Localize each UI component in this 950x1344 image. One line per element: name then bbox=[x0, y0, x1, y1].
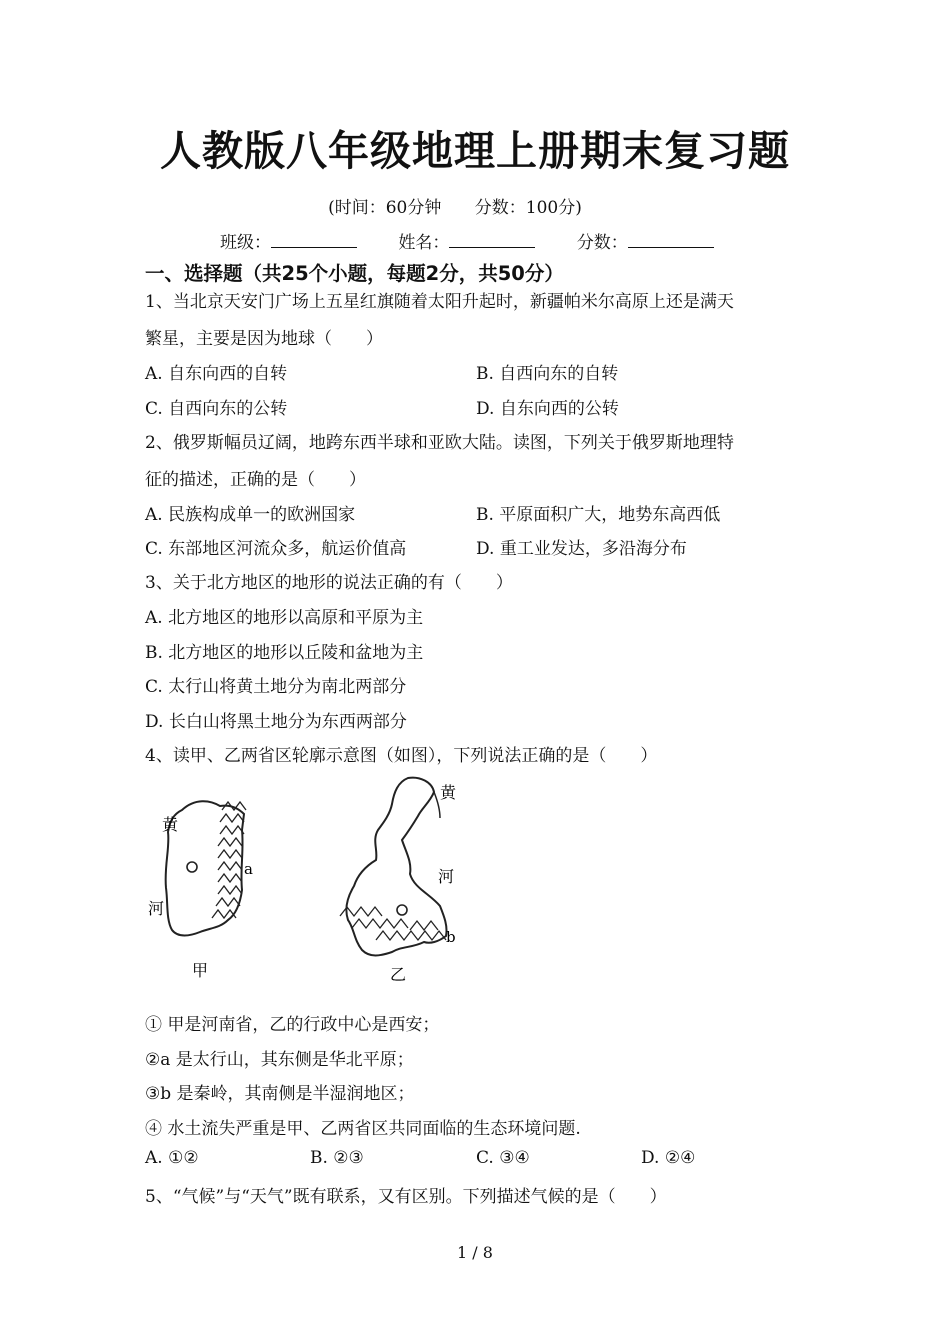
exam-time: (时间：60分钟 bbox=[328, 198, 442, 218]
q2-option-d: D. 重工业发达，多沿海分布 bbox=[476, 539, 687, 559]
class-blank[interactable] bbox=[271, 233, 357, 248]
q5-stem: 5、“气候”与“天气”既有联系，又有区别。下列描述气候的是（ ） bbox=[145, 1187, 667, 1207]
q1-stem-line2: 繁星，主要是因为地球（ ） bbox=[145, 329, 383, 349]
q4-statement-2: ②a 是太行山，其东侧是华北平原； bbox=[145, 1050, 414, 1070]
q4-stem: 4、读甲、乙两省区轮廓示意图（如图），下列说法正确的是（ ） bbox=[145, 746, 658, 766]
q1-option-c: C. 自西向东的公转 bbox=[145, 399, 288, 419]
q3-option-b: B. 北方地区的地形以丘陵和盆地为主 bbox=[145, 643, 424, 663]
class-label: 班级： bbox=[220, 233, 271, 253]
score-blank[interactable] bbox=[628, 233, 714, 248]
q2-option-a: A. 民族构成单一的欧洲国家 bbox=[145, 505, 356, 525]
q2-option-b: B. 平原面积广大，地势东高西低 bbox=[476, 505, 721, 525]
map-label-huang-right: 黄 bbox=[440, 783, 457, 802]
q1-stem-line1: 1、当北京天安门广场上五星红旗随着太阳升起时，新疆帕米尔高原上还是满天 bbox=[145, 292, 734, 312]
map-label-he-right: 河 bbox=[438, 867, 455, 886]
q2-stem-line2: 征的描述，正确的是（ ） bbox=[145, 470, 366, 490]
map-label-huang-left: 黄 bbox=[162, 815, 179, 834]
q4-option-d: D. ②④ bbox=[641, 1148, 696, 1168]
q4-statement-4: ④ 水土流失严重是甲、乙两省区共同面临的生态环境问题. bbox=[145, 1119, 581, 1139]
map-label-he-left: 河 bbox=[148, 899, 165, 918]
q4-option-a: A. ①② bbox=[145, 1148, 199, 1168]
province-jia-capital bbox=[187, 862, 197, 872]
province-outline-map bbox=[140, 770, 480, 985]
q2-option-c: C. 东部地区河流众多，航运价值高 bbox=[145, 539, 407, 559]
map-label-yi: 乙 bbox=[390, 965, 407, 984]
q4-option-b: B. ②③ bbox=[310, 1148, 364, 1168]
q1-option-b: B. 自西向东的自转 bbox=[476, 364, 619, 384]
mountain-range-b bbox=[340, 907, 446, 940]
map-label-a: a bbox=[244, 860, 253, 878]
page-number: 1 / 8 bbox=[457, 1243, 493, 1262]
q1-option-d: D. 自东向西的公转 bbox=[476, 399, 619, 419]
exam-info bbox=[0, 193, 910, 218]
score-label: 分数： bbox=[576, 233, 628, 253]
section-heading: 一、选择题（共25个小题，每题2分，共50分） bbox=[145, 262, 564, 285]
q4-statement-3: ③b 是秦岭，其南侧是半湿润地区； bbox=[145, 1084, 415, 1104]
q1-option-a: A. 自东向西的自转 bbox=[145, 364, 288, 384]
province-yi-outline bbox=[346, 778, 446, 956]
q3-option-c: C. 太行山将黄土地分为南北两部分 bbox=[145, 677, 407, 697]
name-label: 姓名： bbox=[398, 233, 450, 253]
student-info-row bbox=[220, 228, 714, 253]
q3-option-a: A. 北方地区的地形以高原和平原为主 bbox=[145, 608, 424, 628]
exam-total-score: 分数：100分) bbox=[474, 198, 582, 218]
name-blank[interactable] bbox=[449, 233, 535, 248]
page-title: 人教版八年级地理上册期末复习题 bbox=[160, 127, 790, 175]
map-label-b: b bbox=[446, 928, 456, 946]
q3-stem: 3、关于北方地区的地形的说法正确的有（ ） bbox=[145, 573, 513, 593]
q4-option-c: C. ③④ bbox=[476, 1148, 530, 1168]
q2-stem-line1: 2、俄罗斯幅员辽阔，地跨东西半球和亚欧大陆。读图，下列关于俄罗斯地理特 bbox=[145, 433, 734, 453]
map-label-jia: 甲 bbox=[192, 961, 209, 980]
province-yi-capital bbox=[397, 905, 407, 915]
q4-statement-1: ① 甲是河南省，乙的行政中心是西安； bbox=[145, 1015, 440, 1035]
q3-option-d: D. 长白山将黑土地分为东西两部分 bbox=[145, 712, 407, 732]
